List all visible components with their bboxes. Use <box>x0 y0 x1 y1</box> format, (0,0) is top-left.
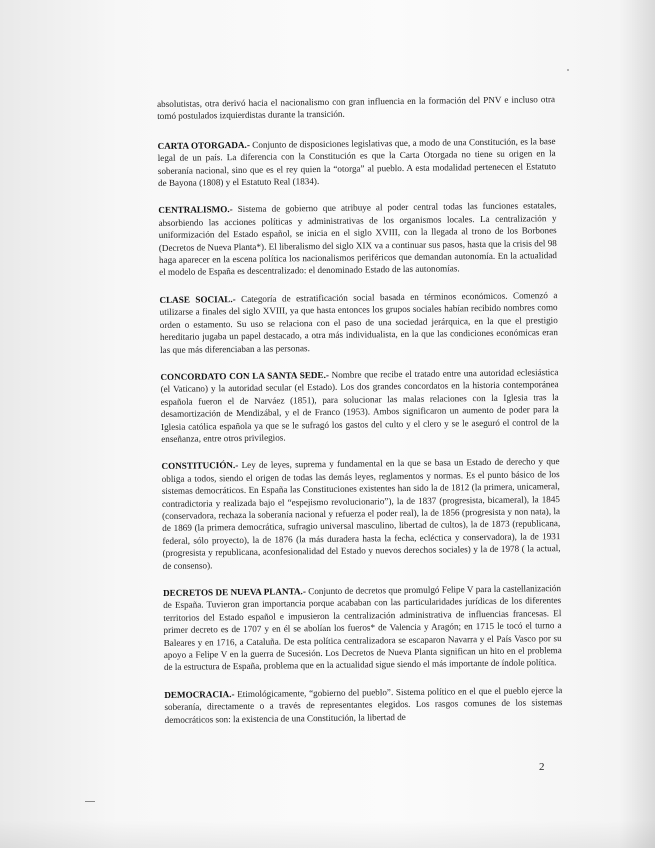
entry-definition: Etimológicamente, “gobierno del pueblo”. Sistema político en el que el pueblo ejerce la soberanía, directamente o a través de representantes elegidos. Los rasgos comunes de los sistemas democráticos son: la existencia de una Constitución, la libertad de <box>164 684 563 725</box>
glossary-entry-clase-social <box>159 289 558 356</box>
entry-term: CONCORDATO CON LA SANTA SEDE.- <box>160 369 329 382</box>
scan-mark <box>85 801 95 802</box>
entry-definition: Ley de leyes, suprema y fundamental en la que se basa un Estado de derecho y que obliga a todos, siendo el origen de todas las demás leyes, reglamentos y normas. Es el punto básico de los sistemas democráticos. En España las Constituciones existentes han sido la de 1812 (la primera, unicameral, contradictoria y realizada bajo el “espejismo revolucionario”), la de 1837 (progresista, bicameral), la 1845 (conservadora, rechaza la soberanía nacional y refuerza el poder real), la de 1856 (progresista y non nata), la de 1869 (la primera democrática, sufragio universal masculino, libertad de cultos), la de 1873 (republicana, federal, sólo proyecto), la de 1876 (la más duradera hasta la fecha, ecléctica y conservadora), la de 1931 (progresista y republicana, aconfesionalidad del Estado y nuevos derechos sociales) y la de 1978 ( la actual, de consenso). <box>161 456 561 571</box>
glossary-entry-carta-otorgada <box>158 135 557 189</box>
glossary-entry-concordato <box>160 366 559 445</box>
glossary-entry-centralismo <box>158 200 557 279</box>
entry-term: CENTRALISMO.- <box>158 204 233 216</box>
entry-definition: Sistema de gobierno que atribuye al poder central todas las funciones estatales, absorbiendo las acciones políticas y administrativas de los organismos locales. La centralización y uniformización del Estado español, se inicia en el siglo XVIII, con la llegada al trono de los Borbones (Decretos de Nueva Planta*). El liberalismo del siglo XIX va a continuar sus pasos, hasta que la crisis del 98 haga aparecer en la escena política los nacionalismos periféricos que demandan autonomía. En la actualidad el modelo de España es descentralizado: el denominado Estado de las autonomías. <box>158 200 558 278</box>
page-number: 2 <box>539 761 545 773</box>
glossary-entry-decretos-nueva-planta <box>163 582 562 674</box>
entry-definition: Categoría de estratificación social basada en términos económicos. Comenzó a utilizarse a finales del siglo XVIII, ya que hasta entonces los grupos sociales habían recibido nombres como orden o estamento. Su uso se relaciona con el paso de una sociedad jerárquica, en la que el prestigio hereditario jugaba un papel destacado, a otra más individualista, en la que las condiciones económicas eran las que más diferenciaban a las personas. <box>159 289 558 355</box>
entry-term: CARTA OTORGADA.- <box>157 139 250 151</box>
entry-definition: Nombre que recibe el tratado entre una autoridad eclesiástica (el Vaticano) y la autoridad secular (el Estado). Los dos grandes concordatos en la historia contemporánea española fueron el de Narváez (1851), para solucionar las malas relaciones con la Iglesia tras la desamortización de Mendizábal, y el de Franco (1953). Ambos significaron un aumento de poder para la Iglesia católica española ya que se le sufragó los gastos del culto y el clero y se le aseguró el control de la enseñanza, entre otros privilegios. <box>160 367 560 444</box>
scan-bottom-shadow <box>0 820 655 848</box>
entry-term: CLASE SOCIAL.- <box>159 293 236 305</box>
scan-speck <box>567 69 569 71</box>
entry-term: DECRETOS DE NUEVA PLANTA.- <box>162 586 306 598</box>
entry-term: CONSTITUCIÓN.- <box>161 460 239 472</box>
continuation-paragraph: absolutistas, otra derivó hacia el nacionalismo con gran influencia en la formación del PNV e incluso otra tomó postulados izquierdistas durante la transición. <box>157 94 556 122</box>
scan-edge-shadow <box>619 0 655 848</box>
glossary-entry-democracia <box>164 684 562 726</box>
glossary-text <box>157 93 563 741</box>
entry-definition: Conjunto de disposiciones legislativas que, a modo de una Constitución, es la base legal de un país. La diferencia con la Constitución es que la Carta Otorgada no tiene su origen en la soberanía nacional, sino que es el rey quien la “otorga” al pueblo. A esta modalidad pertenecen el Estatuto de Bayona (1808) y el Estatuto Real (1834). <box>157 135 556 189</box>
glossary-entry-constitucion <box>161 455 560 572</box>
entry-term: DEMOCRACIA.- <box>164 688 235 700</box>
entry-definition: Conjunto de decretos que promulgó Felipe V para la castellanización de España. Tuvieron gran importancia porque acababan con las particularidades jurídicas de los diferentes territorios del Estado español e impusieron la centralización administrativa de influencias francesas. El primer decreto es de 1707 y en él se abolían los fueros* de Valencia y Aragón; en 1715 le tocó el turno a Baleares y en 1716, a Cataluña. De esta política centralizadora se escaparon Navarra y el País Vasco por su apoyo a Felipe V en la guerra de Sucesión. Los Decretos de Nueva Planta significan un hito en el problema de la estructura de España, problema que en la actualidad sigue siendo el más importante de índole política. <box>163 583 562 673</box>
